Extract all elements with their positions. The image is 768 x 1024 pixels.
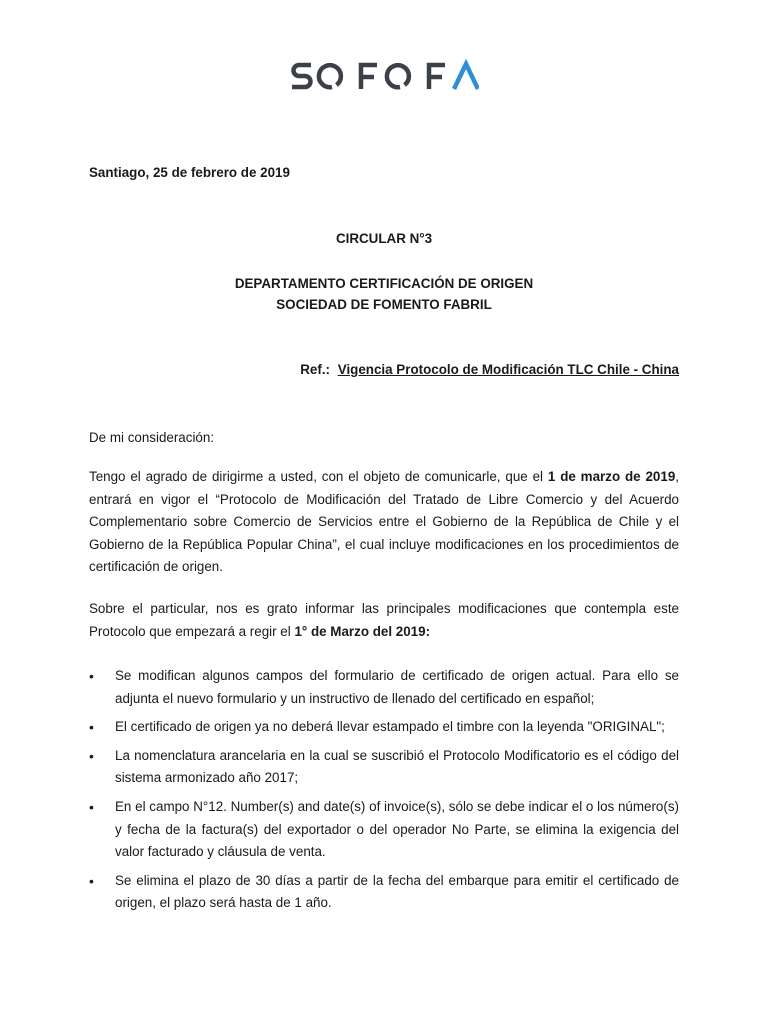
logo-wordmark-image xyxy=(289,56,479,96)
organization-name: SOCIEDAD DE FOMENTO FABRIL xyxy=(276,297,492,312)
bullet-icon: • xyxy=(89,719,94,736)
paragraph-1-effective-date: 1 de marzo de 2019 xyxy=(547,469,676,484)
bullet-icon: • xyxy=(89,798,94,815)
paragraph-2-text: Sobre el particular, nos es grato informar las principales modificaciones que contempla este Protocolo que empezará a regir el xyxy=(89,601,679,639)
list-item xyxy=(89,796,679,864)
paragraph-2-start-date: 1° de Marzo del 2019: xyxy=(294,623,431,639)
sofofa-logo xyxy=(0,56,768,96)
list-item xyxy=(89,665,679,710)
list-item-text: El certificado de origen ya no deberá llevar estampado el timbre con la leyenda "ORIGINAL"; xyxy=(115,719,665,735)
paragraph-1-text-end: , entrará en vigor el “Protocolo de Modificación del Tratado de Libre Comercio y del Acuerdo Complementario sobre Comercio de Servicios entre el Gobierno de la República de Chile y el Gobierno de la República Popular China”, el cual incluye modificaciones en los procedimientos de certificación de origen. xyxy=(89,469,679,575)
circular-number: CIRCULAR N°3 xyxy=(335,231,433,246)
body-paragraph-2 xyxy=(89,598,679,643)
department-name: DEPARTAMENTO CERTIFICACIÓN DE ORIGEN xyxy=(234,276,534,291)
list-item-text: En el campo N°12. Number(s) and date(s) of invoice(s), sólo se debe indicar el o los número(s) y fecha de la factura(s) del exportador o del operador No Parte, se elimina la exigencia del valor facturado y cláusula de venta. xyxy=(115,798,679,860)
list-item-text: Se modifican algunos campos del formulario de certificado de origen actual. Para ello se adjunta el nuevo formulario y un instructivo de llenado del certificado en español; xyxy=(115,668,679,706)
letter-date: Santiago, 25 de febrero de 2019 xyxy=(89,165,290,180)
bullet-icon: • xyxy=(89,872,94,889)
list-item xyxy=(89,745,679,790)
paragraph-1-text-start: Tengo el agrado de dirigirme a usted, con el objeto de comunicarle, que el xyxy=(89,469,548,484)
list-item-text: Se elimina el plazo de 30 días a partir de la fecha del embarque para emitir el certificado de origen, el plazo será hasta de 1 año. xyxy=(115,872,679,911)
modifications-list xyxy=(89,665,679,921)
bullet-icon: • xyxy=(89,747,94,764)
salutation: De mi consideración: xyxy=(89,430,215,445)
list-item xyxy=(89,716,679,739)
reference-subject: Vigencia Protocolo de Modificación TLC Chile - China xyxy=(337,362,679,377)
list-item-text: La nomenclatura arancelaria en la cual se suscribió el Protocolo Modificatorio es el código del sistema armonizado año 2017; xyxy=(115,747,679,786)
reference-label: Ref.: xyxy=(300,362,331,377)
bullet-icon: • xyxy=(89,668,94,684)
list-item xyxy=(89,870,679,915)
body-paragraph-1 xyxy=(89,466,679,579)
reference-line xyxy=(300,362,679,377)
